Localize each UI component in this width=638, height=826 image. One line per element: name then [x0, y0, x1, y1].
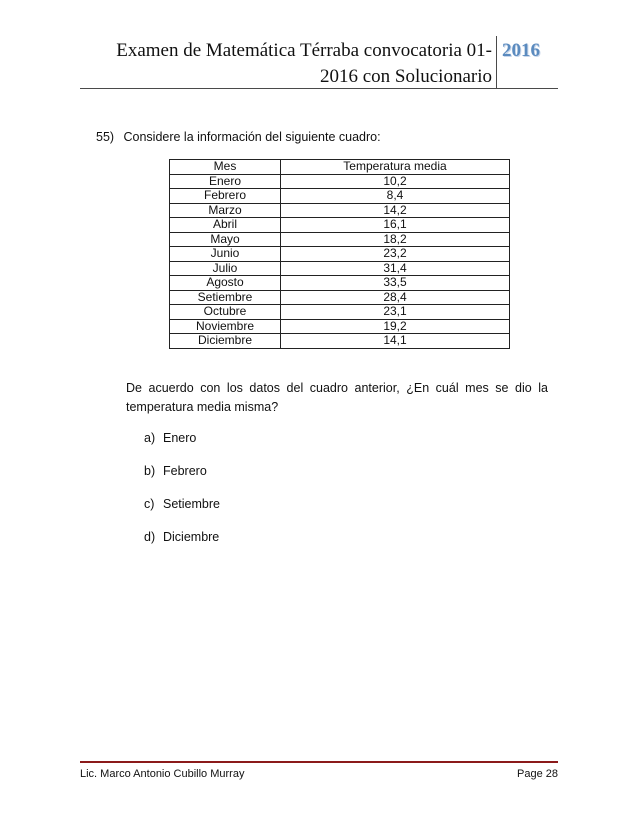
table-row [170, 319, 510, 334]
option-c [144, 497, 220, 511]
option-d [144, 530, 219, 544]
table-row [170, 232, 510, 247]
document-title [40, 38, 492, 90]
table-row [170, 334, 510, 349]
temperature-cell: 10,2 [281, 174, 510, 189]
month-cell: Junio [170, 247, 281, 262]
temperature-cell: 33,5 [281, 276, 510, 291]
page-number: Page 28 [517, 768, 558, 780]
option-b [144, 464, 207, 478]
temperature-cell: 31,4 [281, 261, 510, 276]
table-row [170, 276, 510, 291]
month-cell: Diciembre [170, 334, 281, 349]
temperature-cell: 14,1 [281, 334, 510, 349]
option-a [144, 431, 196, 445]
month-cell: Noviembre [170, 319, 281, 334]
header-divider [80, 88, 558, 89]
table-header-row [170, 160, 510, 175]
month-cell: Setiembre [170, 290, 281, 305]
footer-author: Lic. Marco Antonio Cubillo Murray [80, 768, 245, 780]
month-cell: Agosto [170, 276, 281, 291]
month-cell: Enero [170, 174, 281, 189]
option-text: Diciembre [163, 530, 220, 544]
month-cell: Octubre [170, 305, 281, 320]
temperature-cell: 14,2 [281, 203, 510, 218]
question-text: De acuerdo con los datos del cuadro anterior, ¿En cuál mes se dio la temperatura media misma? [126, 381, 548, 414]
month-cell: Julio [170, 261, 281, 276]
table-row [170, 189, 510, 204]
temperature-cell: 19,2 [281, 319, 510, 334]
temperature-cell: 18,2 [281, 232, 510, 247]
option-letter: a) [144, 431, 156, 445]
question-intro: Considere la información del siguiente cuadro: [123, 130, 381, 144]
temperature-cell: 23,2 [281, 247, 510, 262]
option-letter: b) [144, 464, 156, 478]
temperature-cell: 8,4 [281, 189, 510, 204]
option-text: Febrero [163, 464, 207, 478]
column-header-temperatura: Temperatura media [281, 160, 510, 175]
table-row [170, 203, 510, 218]
temperature-cell: 28,4 [281, 290, 510, 305]
document-title-line-1: Examen de Matemática Térraba convocatoria 01- [116, 40, 492, 61]
table-row [170, 290, 510, 305]
option-text: Setiembre [163, 497, 220, 511]
table-row [170, 247, 510, 262]
temperature-cell: 23,1 [281, 305, 510, 320]
option-letter: d) [144, 530, 156, 544]
table-row [170, 218, 510, 233]
table-row [170, 305, 510, 320]
month-cell: Febrero [170, 189, 281, 204]
table-row [170, 261, 510, 276]
header-year: 2016 [502, 40, 540, 61]
question-number: 55) [96, 130, 115, 144]
month-cell: Marzo [170, 203, 281, 218]
question-prompt [96, 130, 381, 144]
footer-divider [80, 761, 558, 763]
month-cell: Abril [170, 218, 281, 233]
option-text: Enero [163, 431, 197, 445]
column-header-mes: Mes [170, 160, 281, 175]
option-letter: c) [144, 497, 155, 511]
header-vertical-divider [496, 36, 497, 88]
temperature-table [169, 159, 510, 349]
document-title-line-2: 2016 con Solucionario [319, 66, 492, 87]
temperature-cell: 16,1 [281, 218, 510, 233]
month-cell: Mayo [170, 232, 281, 247]
table-row [170, 174, 510, 189]
